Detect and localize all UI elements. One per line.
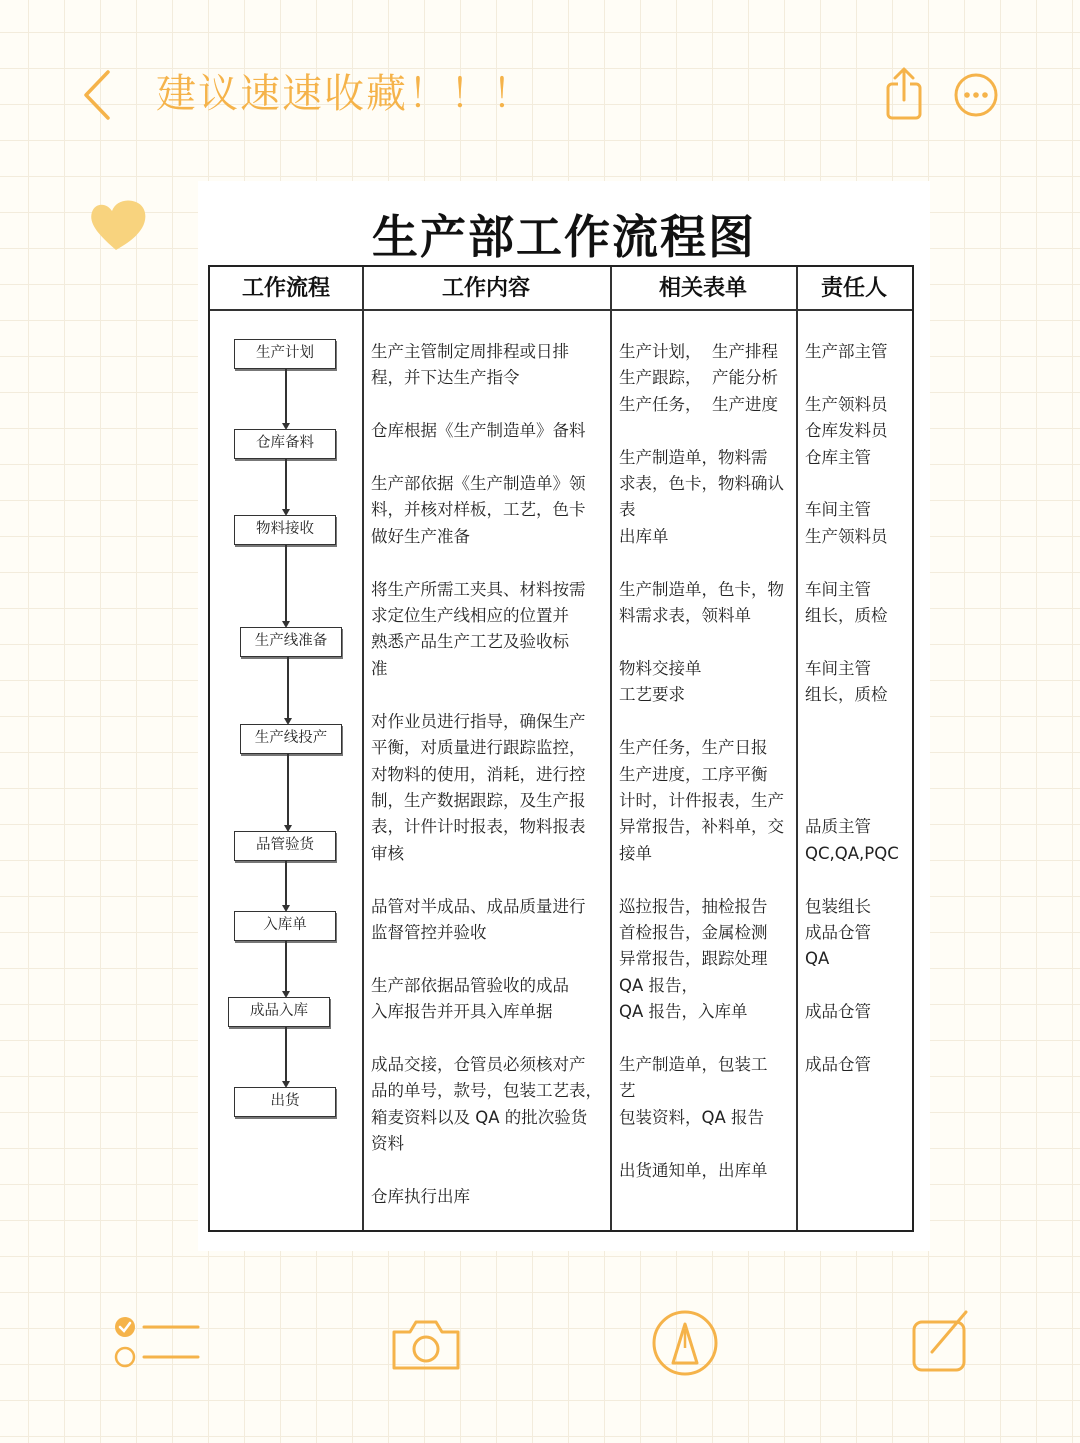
flow-step: 入库单 xyxy=(234,911,336,941)
heart-icon xyxy=(86,198,152,256)
owner-line: 成品仓管 xyxy=(805,1054,871,1074)
more-icon xyxy=(953,72,999,118)
content-line xyxy=(371,946,609,972)
content-line: 料，并核对样板，工艺，色卡 xyxy=(371,500,586,520)
content-line: 资料 xyxy=(371,1134,404,1154)
content-line: 对物料的使用，消耗，进行控 xyxy=(371,764,586,784)
owner-line xyxy=(805,629,911,655)
form-line xyxy=(619,629,795,655)
form-line: 异常报告，补料单，交 xyxy=(619,817,784,837)
column-divider xyxy=(796,267,798,1230)
content-line: 箱麦资料以及 QA 的批次验货 xyxy=(371,1107,588,1127)
flow-arrow xyxy=(285,369,287,427)
more-button[interactable] xyxy=(953,72,999,118)
form-line: QA 报告，入库单 xyxy=(619,1002,748,1022)
camera-button[interactable] xyxy=(388,1314,464,1374)
owner-line: 包装组长 xyxy=(805,896,871,916)
share-icon xyxy=(880,64,928,124)
checklist-button[interactable] xyxy=(112,1314,202,1368)
owner-line xyxy=(805,550,911,576)
content-line: 表，计件计时报表，物料报表 xyxy=(371,817,586,837)
top-bar xyxy=(0,0,1080,180)
content-line: 生产主管制定周排程或日排 xyxy=(371,342,569,361)
content-line: 生产部依据品管验收的成品 xyxy=(371,975,569,995)
form-line: 异常报告，跟踪处理 xyxy=(619,949,768,969)
compose-button[interactable] xyxy=(910,1308,972,1374)
camera-icon xyxy=(388,1314,464,1374)
flow-arrow xyxy=(287,657,289,722)
flow-step: 出货 xyxy=(234,1087,336,1117)
owner-line: 生产领料员 xyxy=(805,394,888,414)
form-line xyxy=(619,1131,795,1157)
pen-icon xyxy=(650,1308,720,1378)
form-line: 生产任务，生产日报 xyxy=(619,738,768,758)
owner-line xyxy=(805,1026,911,1052)
owner-line xyxy=(805,788,911,814)
content-line xyxy=(371,445,609,471)
owner-line: 品质主管 xyxy=(805,817,871,837)
pen-button[interactable] xyxy=(650,1308,720,1378)
flow-arrow xyxy=(285,941,287,995)
flow-arrow xyxy=(287,754,289,829)
form-line: 生产制造单，色卡，物 xyxy=(619,579,784,599)
form-line: 生产制造单，物料需 xyxy=(619,447,768,467)
owner-line: 车间主管 xyxy=(805,500,871,520)
form-line: QA 报告， xyxy=(619,975,699,995)
document-title: 生产部工作流程图 xyxy=(372,210,756,264)
content-line: 准 xyxy=(371,658,388,678)
owner-line xyxy=(805,973,911,999)
owner-line: 车间主管 xyxy=(805,658,871,678)
flow-arrow xyxy=(285,861,287,909)
form-line: 生产计划， 生产排程 xyxy=(619,342,778,361)
owner-line xyxy=(805,365,911,391)
form-line: 物料交接单 xyxy=(619,658,702,678)
flow-step: 生产计划 xyxy=(234,339,336,369)
back-button[interactable] xyxy=(78,66,136,124)
form-line: 首检报告，金属检测 xyxy=(619,922,768,942)
owner-line: 成品仓管 xyxy=(805,922,871,942)
form-line: 生产任务， 生产进度 xyxy=(619,394,778,414)
content-line: 对作业员进行指导，确保生产 xyxy=(371,711,586,731)
form-line: 求表，色卡，物料确认 xyxy=(619,474,784,494)
content-column xyxy=(371,339,609,1210)
header-content: 工作内容 xyxy=(441,276,530,301)
owner-line xyxy=(805,471,911,497)
form-line: 出库单 xyxy=(619,526,669,546)
forms-column xyxy=(619,339,795,1184)
owner-line xyxy=(805,735,911,761)
owner-line: QC,QA,PQC xyxy=(805,843,899,863)
form-line: 生产跟踪， 产能分析 xyxy=(619,368,778,388)
share-button[interactable] xyxy=(880,64,928,124)
owner-line: 生产领料员 xyxy=(805,526,888,546)
owner-line: 车间主管 xyxy=(805,579,871,599)
workflow-document xyxy=(198,181,930,1251)
content-line xyxy=(371,1026,609,1052)
content-line: 将生产所需工夹具、材料按需 xyxy=(371,579,586,599)
content-line: 求定位生产线相应的位置并 xyxy=(371,606,569,626)
owner-line: 组长，质检 xyxy=(805,685,888,705)
content-line xyxy=(371,392,609,418)
content-line: 审核 xyxy=(371,843,404,863)
form-line xyxy=(619,709,795,735)
content-line: 做好生产准备 xyxy=(371,526,470,546)
content-line: 监督管控并验收 xyxy=(371,922,487,942)
flow-step: 成品入库 xyxy=(228,997,330,1027)
header-owner: 责任人 xyxy=(820,276,887,301)
form-line: 生产制造单，包装工 xyxy=(619,1054,768,1074)
flow-step: 生产线准备 xyxy=(240,627,342,657)
flow-arrow xyxy=(285,459,287,513)
flow-arrow xyxy=(285,1027,287,1085)
content-line: 熟悉产品生产工艺及验收标 xyxy=(371,632,569,652)
content-line xyxy=(371,682,609,708)
flow-arrow xyxy=(285,545,287,625)
form-line: 出货通知单，出库单 xyxy=(619,1160,768,1180)
owner-line: 仓库发料员 xyxy=(805,421,888,441)
owner-column xyxy=(805,339,911,1078)
content-line: 仓库根据《生产制造单》备料 xyxy=(371,421,586,441)
form-line: 计时，计件报表，生产 xyxy=(619,790,784,810)
bottom-toolbar xyxy=(0,1290,1080,1400)
form-line: 表 xyxy=(619,500,636,520)
content-line: 制，生产数据跟踪，及生产报 xyxy=(371,790,586,810)
content-line: 仓库执行出库 xyxy=(371,1187,470,1206)
flow-step: 仓库备料 xyxy=(234,429,336,459)
content-line xyxy=(371,550,609,576)
content-line: 品管对半成品、成品质量进行 xyxy=(371,896,586,916)
header-workflow: 工作流程 xyxy=(241,276,330,301)
form-line xyxy=(619,867,795,893)
workflow-table xyxy=(208,265,914,1232)
owner-line: 成品仓管 xyxy=(805,1002,871,1022)
owner-line: QA xyxy=(805,949,830,969)
owner-line xyxy=(805,762,911,788)
back-chevron-icon xyxy=(78,66,136,124)
form-line: 生产进度，工序平衡 xyxy=(619,764,768,784)
column-divider xyxy=(362,267,364,1230)
checklist-icon xyxy=(112,1314,202,1368)
page-title: 建议速速收藏！！！ xyxy=(156,71,534,117)
content-line xyxy=(371,867,609,893)
owner-line: 仓库主管 xyxy=(805,447,871,467)
compose-icon xyxy=(910,1308,972,1374)
content-line: 品的单号，款号，包装工艺表， xyxy=(371,1081,602,1101)
form-line xyxy=(619,418,795,444)
form-line: 包装资料，QA 报告 xyxy=(619,1107,765,1127)
owner-line: 生产部主管 xyxy=(805,342,888,361)
header-forms: 相关表单 xyxy=(658,276,747,301)
flow-step: 品管验货 xyxy=(234,831,336,861)
flow-step: 物料接收 xyxy=(234,515,336,545)
form-line: 接单 xyxy=(619,843,652,863)
content-line: 成品交接，仓管员必须核对产 xyxy=(371,1054,586,1074)
column-divider xyxy=(610,267,612,1230)
form-line: 工艺要求 xyxy=(619,685,685,705)
content-line: 入库报告并开具入库单据 xyxy=(371,1002,553,1022)
form-line: 艺 xyxy=(619,1081,636,1101)
owner-line xyxy=(805,867,911,893)
owner-line: 组长，质检 xyxy=(805,606,888,626)
owner-line xyxy=(805,709,911,735)
flow-step: 生产线投产 xyxy=(240,724,342,754)
content-line: 平衡，对质量进行跟踪监控， xyxy=(371,738,586,758)
content-line: 程，并下达生产指令 xyxy=(371,368,520,388)
form-line xyxy=(619,550,795,576)
form-line xyxy=(619,1026,795,1052)
form-line: 料需求表，领料单 xyxy=(619,606,751,626)
content-line xyxy=(371,1158,609,1184)
form-line: 巡拉报告，抽检报告 xyxy=(619,896,768,916)
content-line: 生产部依据《生产制造单》领 xyxy=(371,474,586,494)
